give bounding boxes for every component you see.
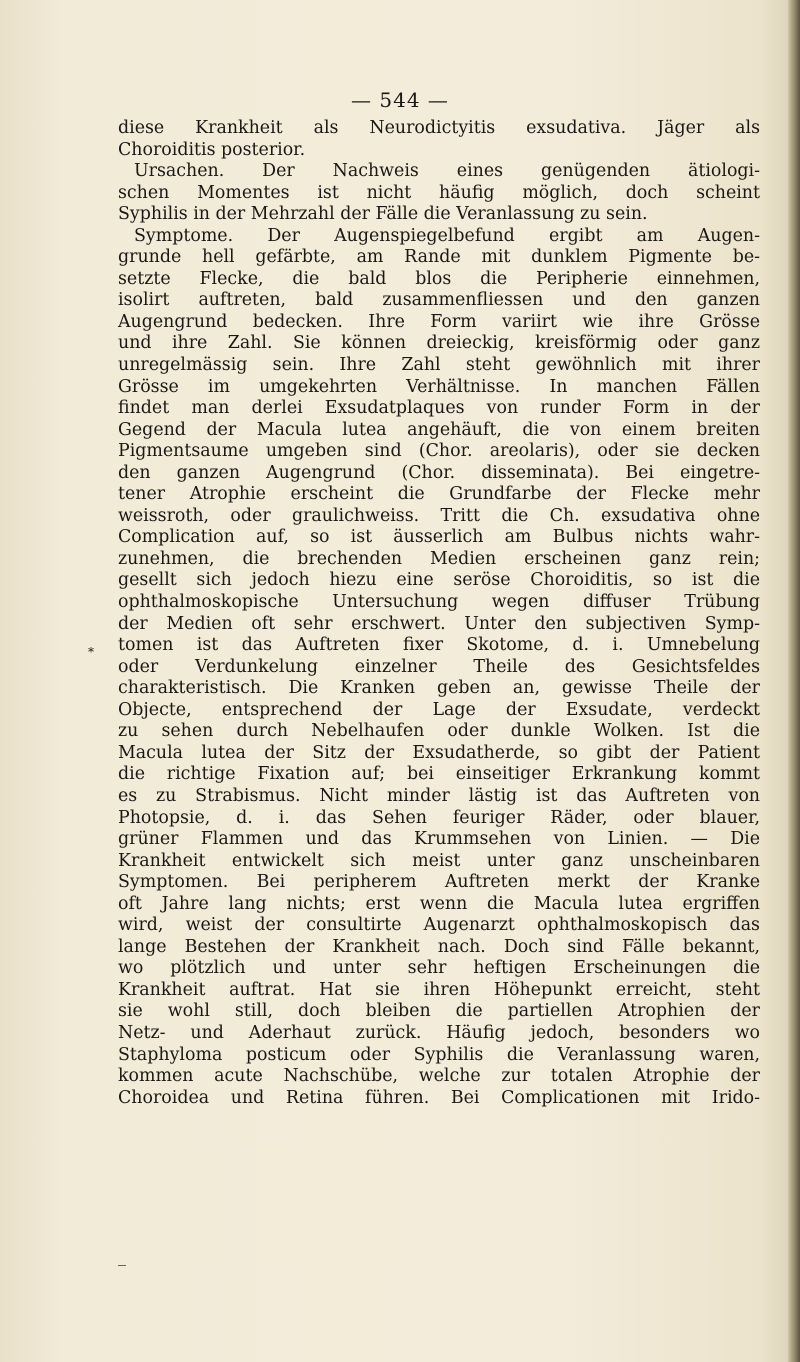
text-line: Gegend der Macula lutea angehäuft, die von einem breiten <box>118 419 760 440</box>
text-line: lange Bestehen der Krankheit nach. Doch sind Fälle bekannt, <box>118 936 760 957</box>
text-line: diese Krankheit als Neurodictyitis exsudativa. Jäger als <box>118 118 760 138</box>
text-line: grunde hell gefärbte, am Rande mit dunklem Pigmente be- <box>118 247 760 268</box>
text-line: Staphyloma posticum oder Syphilis die Veranlassung waren, <box>118 1044 760 1065</box>
text-line: oft Jahre lang nichts; erst wenn die Macula lutea ergriffen <box>118 893 760 914</box>
text-line: es zu Strabismus. Nicht minder lästig ist das Auftreten von <box>118 785 760 806</box>
text-line: Choroidea und Retina führen. Bei Complicationen mit Irido- <box>118 1087 760 1108</box>
text-line: tener Atrophie erscheint die Grundfarbe der Flecke mehr <box>118 484 760 505</box>
text-line: wird, weist der consultirte Augenarzt ophthalmoskopisch das <box>118 915 760 936</box>
text-line: Objecte, entsprechend der Lage der Exsudate, verdeckt <box>118 699 760 720</box>
text-line: oder Verdunkelung einzelner Theile des Gesichtsfeldes <box>118 656 760 677</box>
text-line: zu sehen durch Nebelhaufen oder dunkle Wolken. Ist die <box>118 721 760 742</box>
margin-mark: * <box>88 645 94 659</box>
text-line: findet man derlei Exsudatplaques von runder Form in der <box>118 398 760 419</box>
text-line: gesellt sich jedoch hiezu eine seröse Choroiditis, so ist die <box>118 570 760 591</box>
text-line: unregelmässig sein. Ihre Zahl steht gewöhnlich mit ihrer <box>118 355 760 376</box>
text-line: die richtige Fixation auf; bei einseitiger Erkrankung kommt <box>118 764 760 785</box>
text-line: wo plötzlich und unter sehr heftigen Erscheinungen die <box>118 958 760 979</box>
text-line: Macula lutea der Sitz der Exsudatherde, so gibt der Patient <box>118 742 760 763</box>
text-line: Syphilis in der Mehrzahl der Fälle die Veranlassung zu sein. <box>118 204 648 225</box>
text-line: Photopsie, d. i. das Sehen feuriger Räder, oder blauer, <box>118 807 760 828</box>
text-line: weissroth, oder graulichweiss. Tritt die Ch. exsudativa ohne <box>118 505 760 526</box>
text-line: Netz- und Aderhaut zurück. Häufig jedoch, besonders wo <box>118 1022 760 1043</box>
text-line: charakteristisch. Die Kranken geben an, gewisse Theile der <box>118 678 760 699</box>
text-line: ophthalmoskopische Untersuchung wegen diffuser Trübung <box>118 592 760 613</box>
text-line: Augengrund bedecken. Ihre Form variirt wie ihre Grösse <box>118 311 760 332</box>
text-line: schen Momentes ist nicht häufig möglich, doch scheint <box>118 182 760 203</box>
text-line: Symptomen. Bei peripherem Auftreten merkt der Kranke <box>118 872 760 893</box>
text-line: zunehmen, die brechenden Medien erscheinen ganz rein; <box>118 548 760 569</box>
text-line: Complication auf, so ist äusserlich am Bulbus nichts wahr- <box>118 527 760 548</box>
text-line: grüner Flammen und das Krummsehen von Linien. — Die <box>118 829 760 850</box>
text-line: Ursachen. Der Nachweis eines genügenden ätiologi- <box>134 161 760 182</box>
text-line: Krankheit entwickelt sich meist unter ganz unscheinbaren <box>118 850 760 871</box>
text-line: Grösse im umgekehrten Verhältnisse. In manchen Fällen <box>118 376 760 397</box>
text-line: tomen ist das Auftreten fixer Skotome, d. i. Umnebelung <box>118 635 760 656</box>
text-line: Symptome. Der Augenspiegelbefund ergibt am Augen- <box>134 225 760 246</box>
text-line: den ganzen Augengrund (Chor. disseminata). Bei eingetre- <box>118 462 760 483</box>
page-number: — 544 — <box>351 88 449 112</box>
text-line: Pigmentsaume umgeben sind (Chor. areolaris), oder sie decken <box>118 441 760 462</box>
margin-tick <box>118 1265 126 1266</box>
text-line: setzte Flecke, die bald blos die Peripherie einnehmen, <box>118 268 760 289</box>
text-line: und ihre Zahl. Sie können dreieckig, kreisförmig oder ganz <box>118 333 760 354</box>
text-line: sie wohl still, doch bleiben die partiellen Atrophien der <box>118 1001 760 1022</box>
text-line: der Medien oft sehr erschwert. Unter den subjectiven Symp- <box>118 613 760 634</box>
page-edge-shadow <box>788 0 800 1362</box>
text-line: kommen acute Nachschübe, welche zur totalen Atrophie der <box>118 1066 760 1087</box>
body-text <box>118 118 760 1109</box>
text-line: Choroiditis posterior. <box>118 139 306 160</box>
text-line: Krankheit auftrat. Hat sie ihren Höhepunkt erreicht, steht <box>118 979 760 1000</box>
text-line: isolirt auftreten, bald zusammenfliessen und den ganzen <box>118 290 760 311</box>
